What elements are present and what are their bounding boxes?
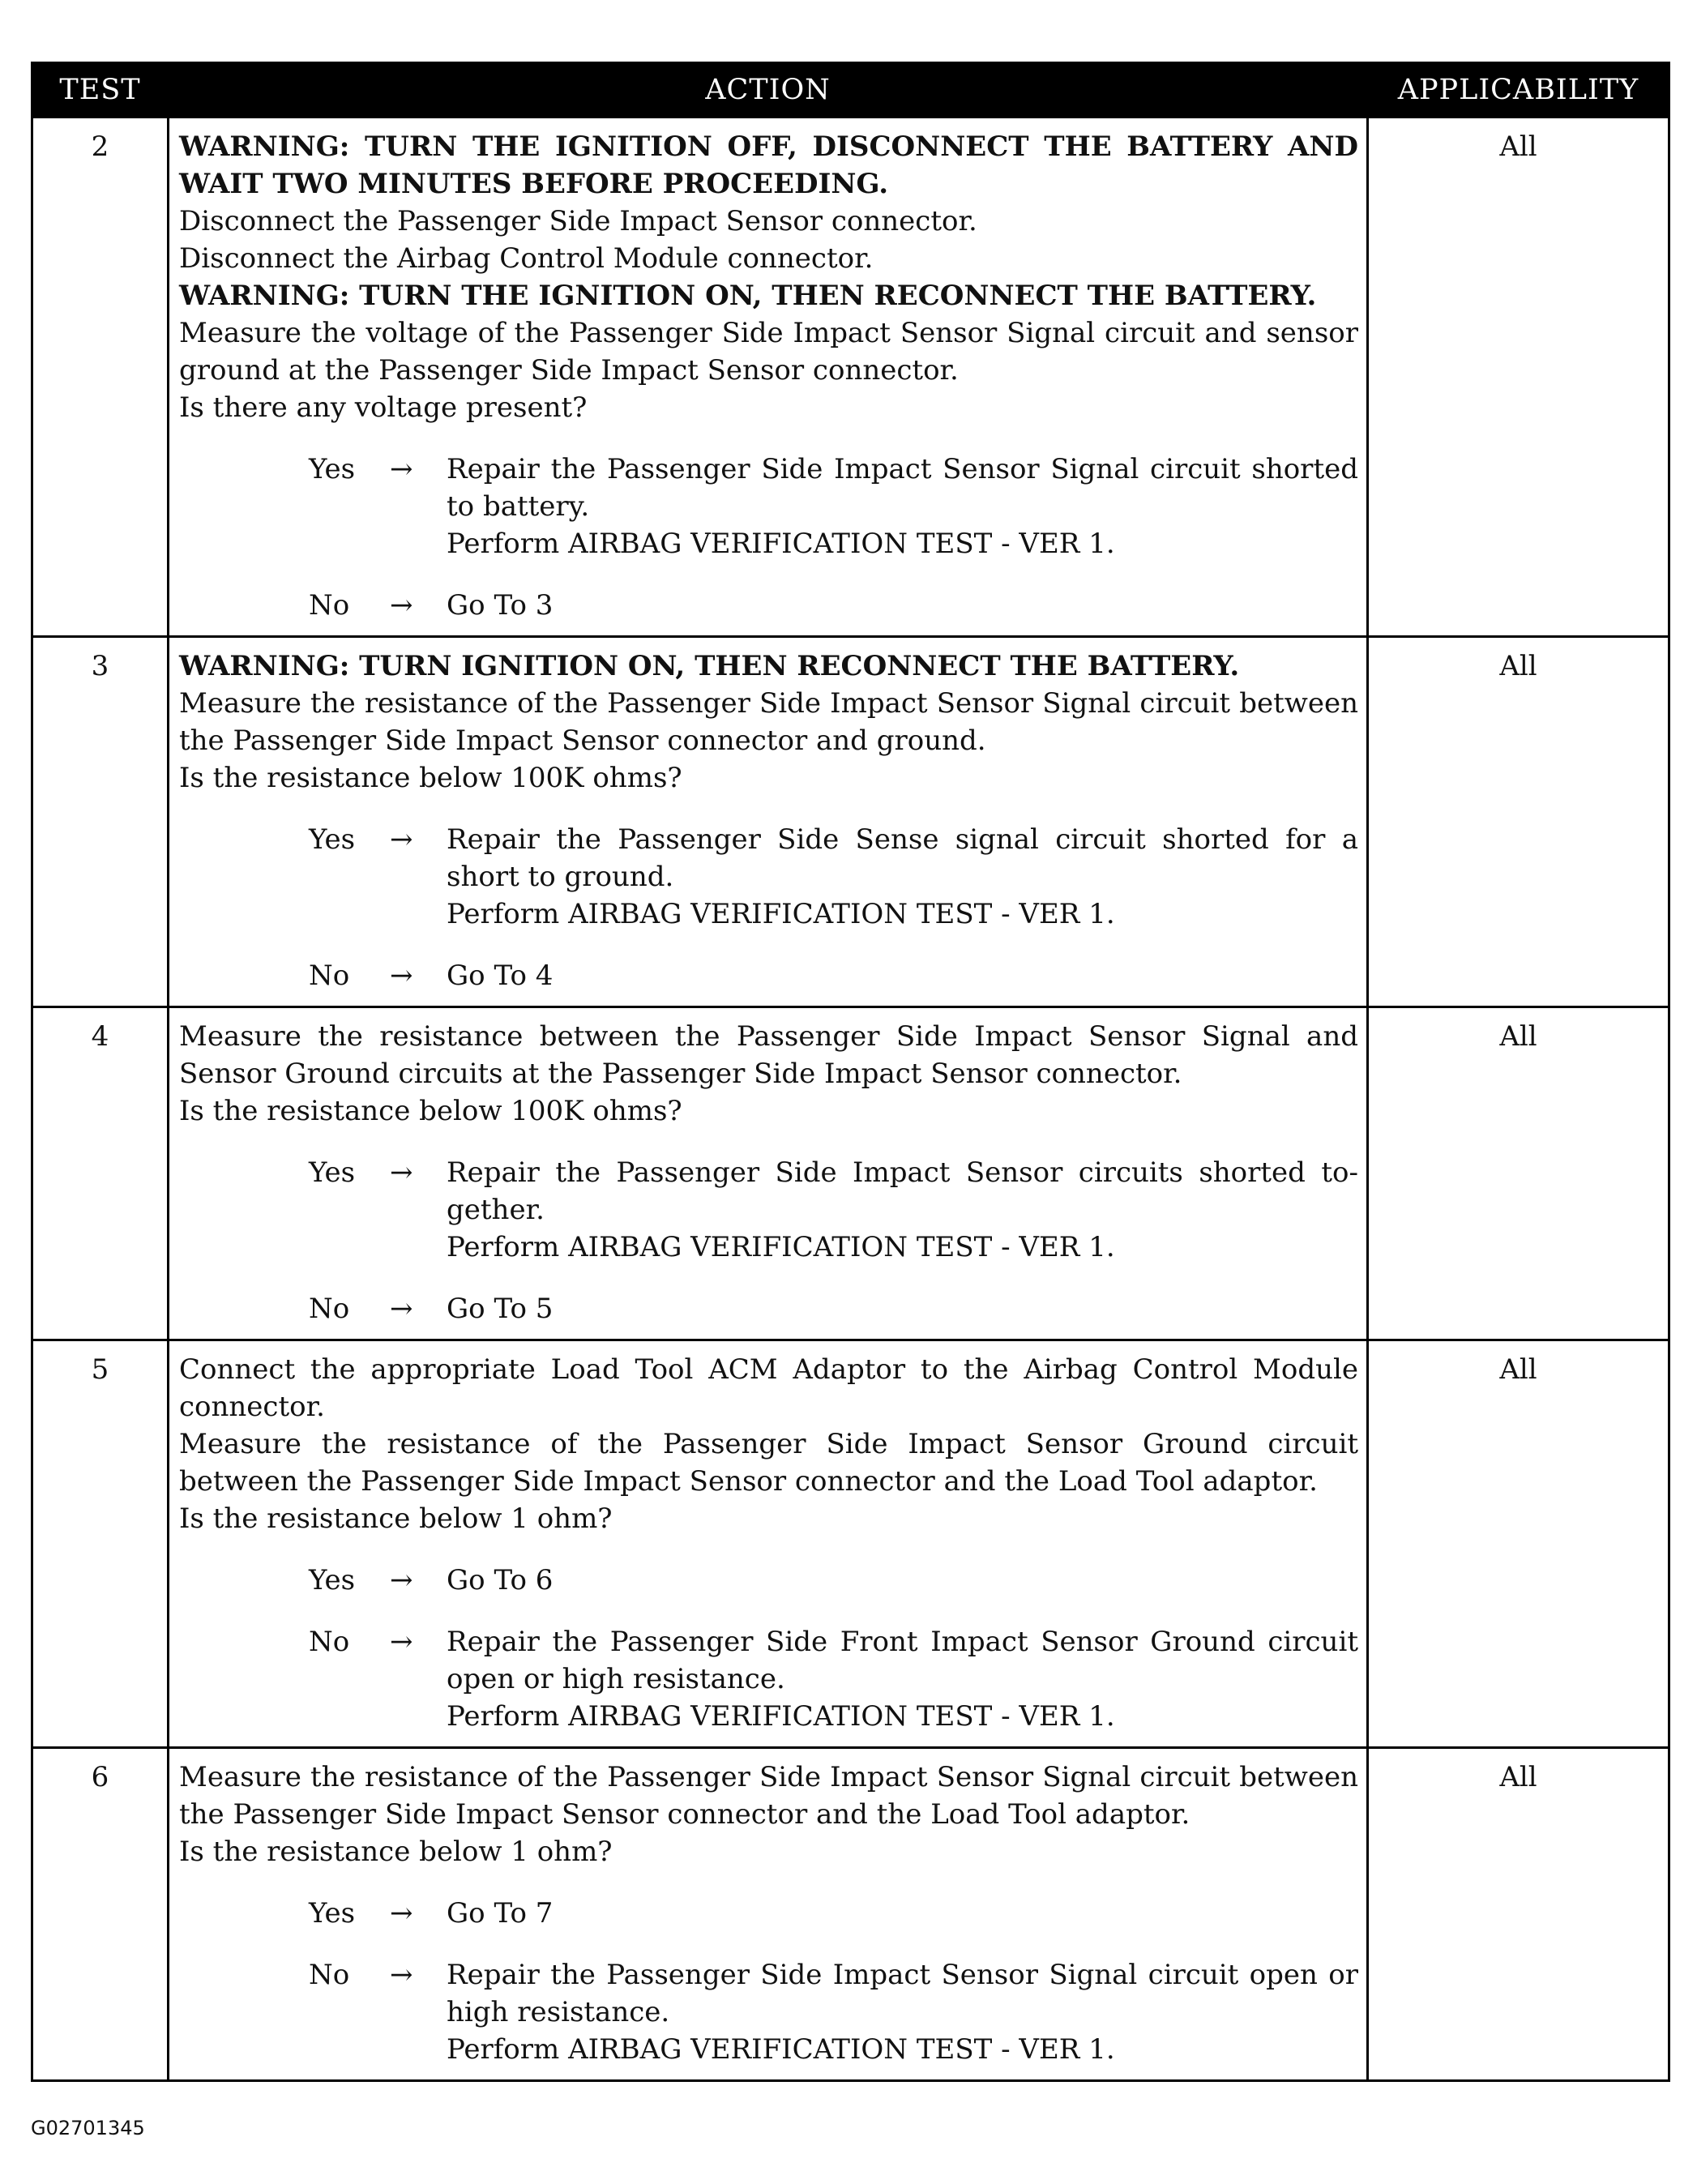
result-label: No — [309, 1293, 350, 1325]
warning-text: WARNING: TURN IGNITION ON, THEN RECONNECT THE BATTERY. — [179, 650, 1240, 682]
instruction-text: Is there any voltage present? — [179, 391, 588, 424]
applicability-cell: All — [1368, 637, 1669, 1007]
table-row — [32, 118, 1669, 637]
result-line: Go To 7 — [447, 1897, 554, 1930]
result-yes — [179, 1154, 1358, 1266]
arrow-icon: → — [390, 453, 413, 485]
table-row — [32, 1748, 1669, 2081]
result-list — [179, 821, 1358, 994]
figure-code: G02701345 — [31, 2117, 145, 2139]
result-line: Perform AIRBAG VERIFICATION TEST - VER 1. — [447, 1231, 1115, 1263]
test-number: 4 — [32, 1007, 169, 1340]
instruction-text: Disconnect the Airbag Control Module connector. — [179, 242, 874, 275]
result-text — [447, 1623, 1358, 1735]
arrow-icon: → — [390, 1564, 413, 1596]
result-label: Yes — [309, 453, 356, 485]
result-text — [447, 1895, 1358, 1932]
result-yes — [179, 1562, 1358, 1599]
result-line: Repair the Passenger Side Impact Sensor circuits shorted to-gether. — [447, 1156, 1358, 1226]
result-label: No — [309, 1959, 350, 1991]
table-row — [32, 1340, 1669, 1748]
result-label: No — [309, 589, 350, 622]
action-cell — [169, 118, 1368, 637]
table-row — [32, 637, 1669, 1007]
test-number: 5 — [32, 1340, 169, 1748]
result-line: Go To 6 — [447, 1564, 554, 1596]
result-text — [447, 451, 1358, 562]
instruction-text: Measure the resistance of the Passenger Side Impact Sensor Signal circuit between the Passenger Side Impact Sensor connector and the Load Tool adaptor. — [179, 1761, 1358, 1831]
result-yes — [179, 1895, 1358, 1932]
result-no — [179, 1290, 1358, 1327]
instruction-text: Measure the resistance between the Passenger Side Impact Sensor Signal and Sensor Ground circuits at the Passenger Side Impact Sensor connector. — [179, 1020, 1358, 1090]
result-line: Repair the Passenger Side Impact Sensor Signal circuit shorted to battery. — [447, 453, 1358, 523]
result-text — [447, 1154, 1358, 1266]
result-no — [179, 1623, 1358, 1735]
result-line: Repair the Passenger Side Sense signal circuit shorted for a short to ground. — [447, 823, 1358, 893]
result-no — [179, 1956, 1358, 2068]
result-label: Yes — [309, 823, 356, 856]
arrow-icon: → — [390, 823, 413, 856]
table-body — [32, 118, 1669, 2081]
result-label: No — [309, 960, 350, 992]
result-line: Repair the Passenger Side Front Impact Sensor Ground circuit open or high resistance. — [447, 1626, 1358, 1695]
result-list — [179, 451, 1358, 624]
result-label: Yes — [309, 1564, 356, 1596]
result-no — [179, 587, 1358, 624]
warning-text: WARNING: TURN THE IGNITION ON, THEN RECONNECT THE BATTERY. — [179, 280, 1317, 312]
result-line: Repair the Passenger Side Impact Sensor Signal circuit open or high resistance. — [447, 1959, 1358, 2028]
applicability-cell: All — [1368, 1007, 1669, 1340]
result-text — [447, 1562, 1358, 1599]
table-row — [32, 1007, 1669, 1340]
diagnostic-sheet — [31, 62, 1668, 2082]
result-list — [179, 1154, 1358, 1327]
header-test: TEST — [32, 63, 169, 118]
result-list — [179, 1562, 1358, 1735]
instruction-text: Measure the resistance of the Passenger Side Impact Sensor Ground circuit between the Passenger Side Impact Sensor connector and the Load Tool adaptor. — [179, 1428, 1358, 1498]
diagnostic-table — [31, 62, 1670, 2082]
instruction-text: Disconnect the Passenger Side Impact Sensor connector. — [179, 205, 977, 237]
instruction-text: Connect the appropriate Load Tool ACM Adaptor to the Airbag Control Module connector. — [179, 1353, 1358, 1423]
instruction-text: Is the resistance below 1 ohm? — [179, 1836, 613, 1868]
result-line: Go To 5 — [447, 1293, 554, 1325]
arrow-icon: → — [390, 1626, 413, 1658]
result-text — [447, 821, 1358, 933]
header-applicability: APPLICABILITY — [1368, 63, 1669, 118]
applicability-cell: All — [1368, 1748, 1669, 2081]
result-line: Go To 3 — [447, 589, 554, 622]
applicability-cell: All — [1368, 118, 1669, 637]
result-text — [447, 587, 1358, 624]
arrow-icon: → — [390, 1293, 413, 1325]
result-line: Perform AIRBAG VERIFICATION TEST - VER 1. — [447, 898, 1115, 930]
arrow-icon: → — [390, 589, 413, 622]
result-no — [179, 957, 1358, 994]
result-label: Yes — [309, 1156, 356, 1189]
warning-text: WARNING: TURN THE IGNITION OFF, DISCONNECT THE BATTERY AND WAIT TWO MINUTES BEFORE PROCEEDING. — [179, 130, 1358, 200]
result-label: No — [309, 1626, 350, 1658]
result-text — [447, 957, 1358, 994]
arrow-icon: → — [390, 1959, 413, 1991]
instruction-text: Is the resistance below 100K ohms? — [179, 1095, 682, 1127]
result-label: Yes — [309, 1897, 356, 1930]
arrow-icon: → — [390, 1156, 413, 1189]
header-action: ACTION — [169, 63, 1368, 118]
test-number: 2 — [32, 118, 169, 637]
action-cell — [169, 1340, 1368, 1748]
arrow-icon: → — [390, 1897, 413, 1930]
result-line: Perform AIRBAG VERIFICATION TEST - VER 1. — [447, 1700, 1115, 1733]
result-text — [447, 1290, 1358, 1327]
result-list — [179, 1895, 1358, 2068]
instruction-text: Measure the resistance of the Passenger Side Impact Sensor Signal circuit between the Passenger Side Impact Sensor connector and ground. — [179, 687, 1358, 757]
table-header-row — [32, 63, 1669, 118]
action-cell — [169, 637, 1368, 1007]
result-line: Perform AIRBAG VERIFICATION TEST - VER 1. — [447, 528, 1115, 560]
instruction-text: Is the resistance below 100K ohms? — [179, 762, 682, 794]
result-yes — [179, 451, 1358, 562]
instruction-text: Is the resistance below 1 ohm? — [179, 1502, 613, 1535]
action-cell — [169, 1007, 1368, 1340]
result-line: Perform AIRBAG VERIFICATION TEST - VER 1. — [447, 2033, 1115, 2066]
result-text — [447, 1956, 1358, 2068]
arrow-icon: → — [390, 960, 413, 992]
applicability-cell: All — [1368, 1340, 1669, 1748]
instruction-text: Measure the voltage of the Passenger Side Impact Sensor Signal circuit and sensor ground at the Passenger Side Impact Sensor connector. — [179, 317, 1358, 387]
test-number: 3 — [32, 637, 169, 1007]
action-cell — [169, 1748, 1368, 2081]
result-yes — [179, 821, 1358, 933]
result-line: Go To 4 — [447, 960, 554, 992]
test-number: 6 — [32, 1748, 169, 2081]
